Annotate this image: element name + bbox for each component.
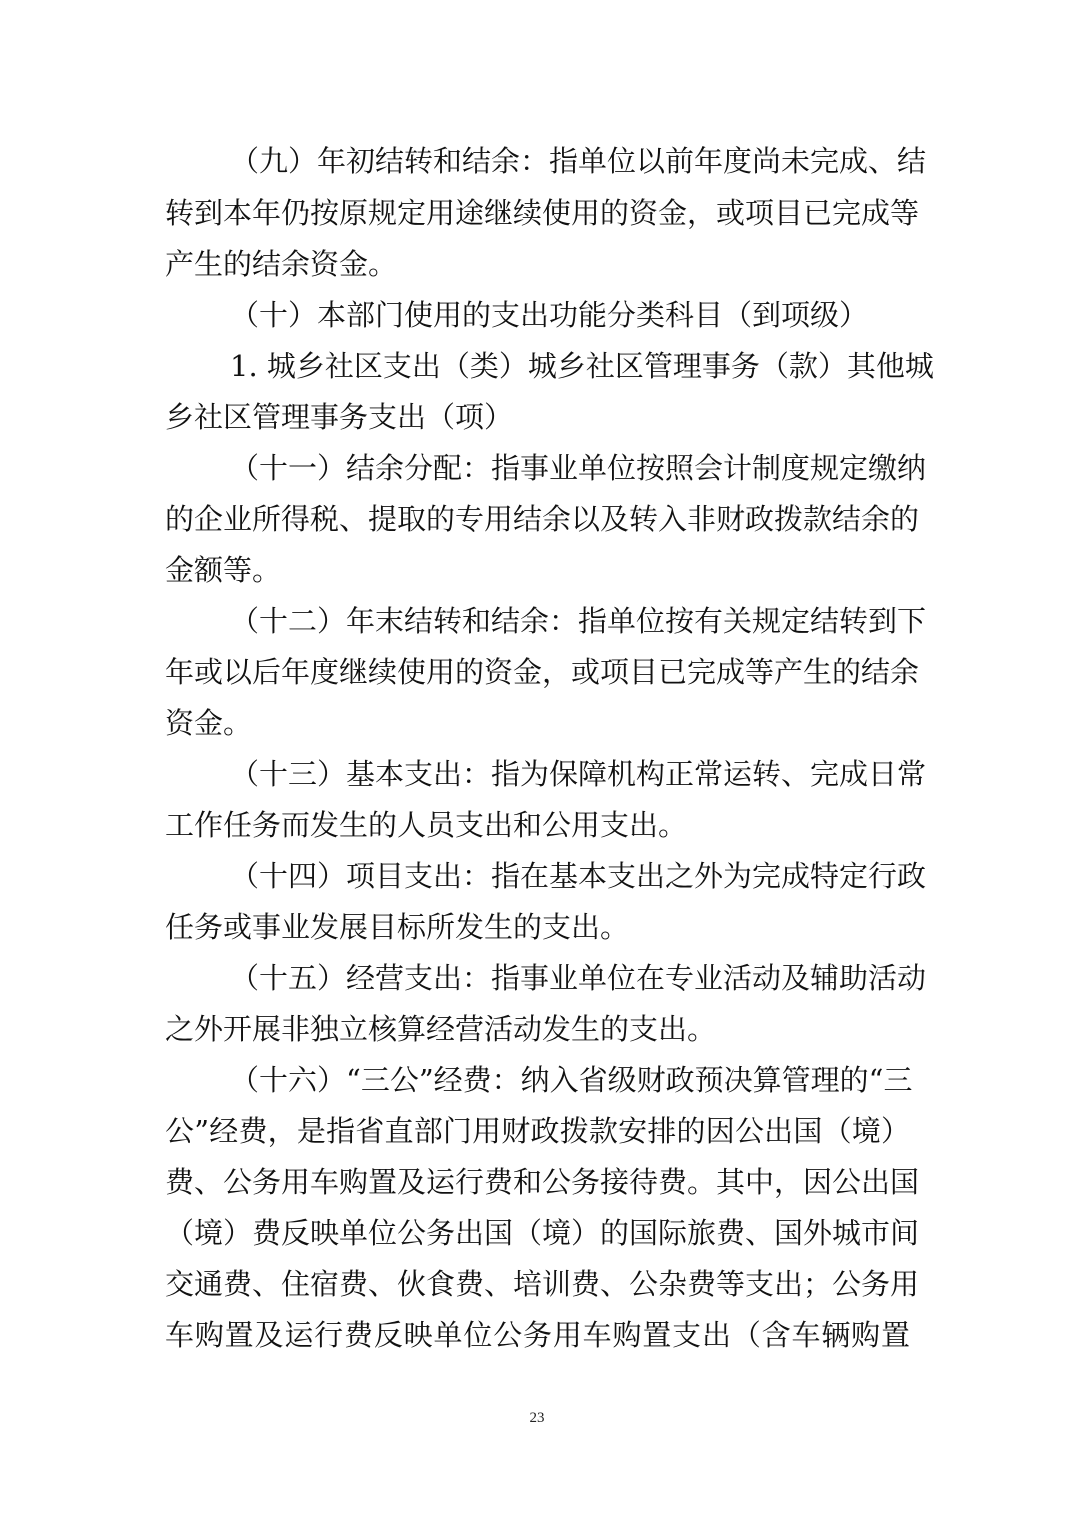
paragraph-16-line-4: （境）费反映单位公务出国（境）的国际旅费、国外城市间 — [165, 1216, 920, 1250]
paragraph-12-line-2: 年或以后年度继续使用的资金，或项目已完成等产生的结余 — [165, 655, 920, 689]
paragraph-16-line-5: 交通费、住宿费、伙食费、培训费、公杂费等支出；公务用 — [165, 1267, 920, 1301]
paragraph-13-line-1: （十三）基本支出：指为保障机构正常运转、完成日常 — [230, 757, 927, 791]
paragraph-12-line-1: （十二）年末结转和结余：指单位按有关规定结转到下 — [230, 604, 927, 638]
paragraph-12-line-3: 资金。 — [165, 706, 253, 740]
paragraph-11-line-2: 的企业所得税、提取的专用结余以及转入非财政拨款结余的 — [165, 502, 920, 536]
paragraph-16-line-6: 车购置及运行费反映单位公务用车购置支出（含车辆购置 — [165, 1318, 910, 1352]
paragraph-13-line-2: 工作任务而发生的人员支出和公用支出。 — [165, 808, 688, 842]
paragraph-14-line-1: （十四）项目支出：指在基本支出之外为完成特定行政 — [230, 859, 927, 893]
paragraph-15-line-2: 之外开展非独立核算经营活动发生的支出。 — [165, 1012, 717, 1046]
paragraph-10-line-1: （十）本部门使用的支出功能分类科目（到项级） — [230, 298, 869, 332]
paragraph-10-item-1-line-1: 1. 城乡社区支出（类）城乡社区管理事务（款）其他城 — [230, 349, 934, 383]
paragraph-11-line-3: 金额等。 — [165, 553, 282, 587]
paragraph-16-line-2: 公”经费，是指省直部门用财政拨款安排的因公出国（境） — [165, 1114, 910, 1148]
paragraph-14-line-2: 任务或事业发展目标所发生的支出。 — [165, 910, 630, 944]
paragraph-11-line-1: （十一）结余分配：指事业单位按照会计制度规定缴纳 — [230, 451, 927, 485]
paragraph-9-line-2: 转到本年仍按原规定用途继续使用的资金，或项目已完成等 — [165, 196, 920, 230]
paragraph-10-item-1-line-2: 乡社区管理事务支出（项） — [165, 400, 514, 434]
paragraph-16-line-3: 费、公务用车购置及运行费和公务接待费。其中，因公出国 — [165, 1165, 920, 1199]
paragraph-9-line-3: 产生的结余资金。 — [165, 247, 398, 281]
paragraph-9-line-1: （九）年初结转和结余：指单位以前年度尚未完成、结 — [230, 144, 927, 178]
page-number: 23 — [529, 1410, 545, 1426]
paragraph-16-line-1: （十六）“三公”经费：纳入省级财政预决算管理的“三 — [230, 1063, 913, 1097]
paragraph-15-line-1: （十五）经营支出：指事业单位在专业活动及辅助活动 — [230, 961, 927, 995]
